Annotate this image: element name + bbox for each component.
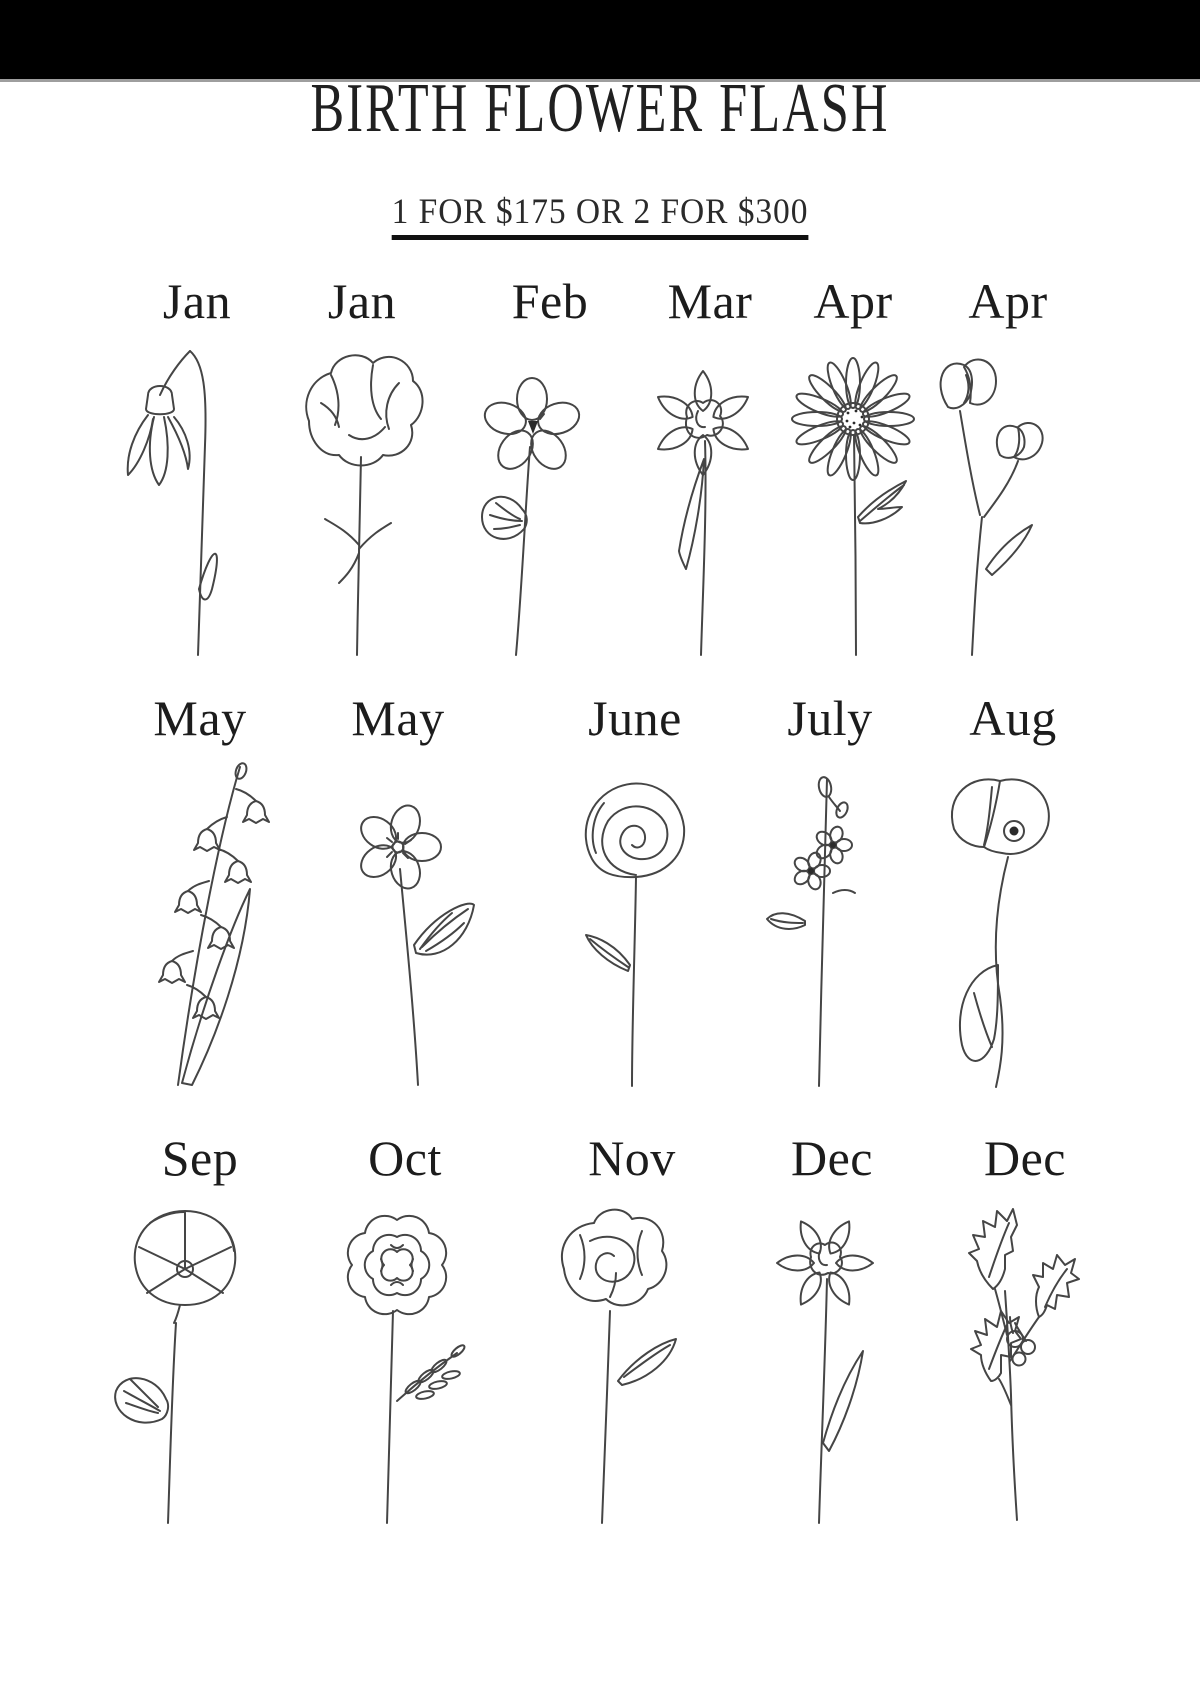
pricing-line: 1 FOR $175 OR 2 FOR $300: [391, 191, 809, 231]
top-black-bar: [0, 0, 1200, 79]
hawthorn-blossom-icon: [310, 753, 490, 1088]
rose-icon: [540, 753, 720, 1088]
month-label-aug: Aug: [969, 690, 1057, 746]
sweet-pea-icon: [900, 337, 1070, 657]
lily-of-the-valley-icon: [120, 753, 300, 1088]
month-label-oct: Oct: [368, 1130, 442, 1186]
month-label-june: June: [588, 690, 682, 746]
month-label-jan-2: Jan: [327, 273, 397, 329]
month-label-apr-1: Apr: [813, 273, 893, 329]
morning-glory-icon: [90, 1185, 280, 1525]
holly-icon: [915, 1185, 1105, 1525]
month-label-dec-1: Dec: [791, 1130, 873, 1186]
larkspur-icon: [725, 753, 905, 1088]
daffodil-icon: [615, 337, 785, 657]
carnation-icon: [273, 337, 443, 657]
page-title: BIRTH FLOWER FLASH: [310, 70, 890, 147]
month-label-mar: Mar: [667, 273, 753, 329]
poppy-icon: [910, 753, 1090, 1088]
month-label-may-2: May: [351, 690, 445, 746]
month-label-dec-2: Dec: [984, 1130, 1066, 1186]
marigold-icon: [305, 1185, 495, 1525]
month-label-feb: Feb: [511, 273, 589, 329]
pricing-line-wrap: [0, 193, 1200, 229]
month-label-may-1: May: [153, 690, 247, 746]
month-label-jan-1: Jan: [162, 273, 232, 329]
month-label-sep: Sep: [161, 1130, 239, 1186]
month-label-july: July: [787, 690, 873, 746]
month-label-apr-2: Apr: [968, 273, 1048, 329]
snowdrop-icon: [100, 337, 270, 657]
narcissus-icon: [735, 1185, 925, 1525]
chrysanthemum-icon: [520, 1185, 710, 1525]
violet-icon: [450, 337, 620, 657]
month-label-nov: Nov: [588, 1130, 676, 1186]
